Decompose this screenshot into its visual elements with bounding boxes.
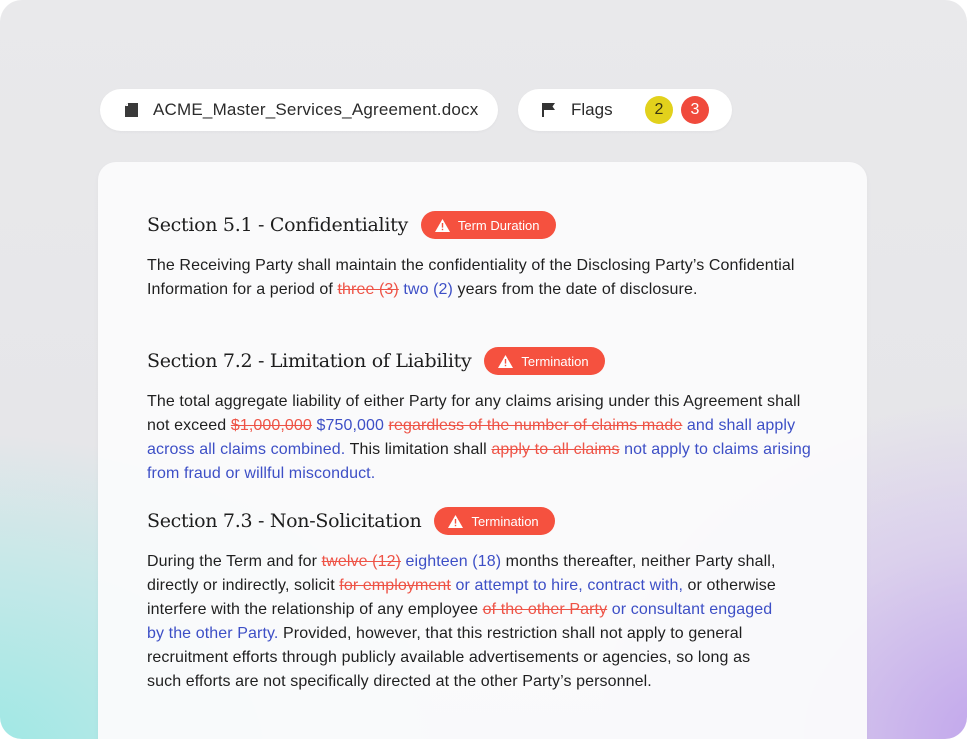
clause-text-run: This limitation shall: [345, 441, 492, 458]
inserted-text: and shall apply across all claims combined.: [147, 417, 796, 458]
issue-tag[interactable]: [434, 507, 554, 535]
warning-icon: [498, 355, 513, 368]
inserted-text: eighteen (18): [405, 553, 502, 570]
inserted-text: not apply to claims arising from fraud or willful misconduct.: [147, 441, 811, 482]
clause-text-run: The Receiving Party shall maintain the confidentiality of the Disclosing Party’s Confidential Information for a period of: [147, 257, 795, 298]
warning-icon: [435, 219, 450, 232]
section-title: Section 7.3 - Non-Solicitation: [147, 510, 422, 532]
inserted-text: $750,000: [316, 417, 384, 434]
issue-tag[interactable]: [484, 347, 604, 375]
deleted-text: regardless of the number of claims made: [388, 417, 683, 434]
file-name: ACME_Master_Services_Agreement.docx: [153, 100, 479, 119]
clause-text-run: The total aggregate liability of either Party for any claims arising under this Agreement shall not exceed: [147, 393, 801, 434]
flags-chip[interactable]: [518, 89, 732, 131]
section-title: Section 5.1 - Confidentiality: [147, 214, 408, 236]
deleted-text: three (3): [337, 281, 399, 298]
deleted-text: for employment: [339, 577, 451, 594]
flag-icon: [542, 103, 556, 117]
clause-text: [147, 550, 787, 694]
deleted-text: apply to all claims: [491, 441, 620, 458]
document-icon: [125, 103, 138, 117]
issue-tag-label: Termination: [521, 353, 589, 369]
clause-text-run: or otherwise interfere with the relationship of any employee: [147, 577, 776, 618]
issue-tag-label: Termination: [471, 513, 539, 529]
warning-count-badge[interactable]: 2: [645, 96, 673, 124]
flags-label: Flags: [571, 100, 613, 119]
clause-text-run: months thereafter, neither Party shall, directly or indirectly, solicit: [147, 553, 776, 594]
deleted-text: twelve (12): [321, 553, 401, 570]
deleted-text: of the other Party: [482, 601, 608, 618]
deleted-text: $1,000,000: [230, 417, 312, 434]
clause-text-run: Provided, however, that this restriction shall not apply to general recruitment efforts through publicly available advertisements or agencies, so long as such efforts are not specifically directed at the other Party’s personnel.: [147, 625, 751, 690]
issue-tag[interactable]: [421, 211, 556, 239]
section-header: [147, 211, 556, 239]
file-chip[interactable]: [100, 89, 498, 131]
section-header: [147, 507, 555, 535]
section-title: Section 7.2 - Limitation of Liability: [147, 350, 472, 372]
clause-text-run: During the Term and for: [147, 553, 322, 570]
warning-icon: [448, 515, 463, 528]
inserted-text: or attempt to hire, contract with,: [455, 577, 684, 594]
inserted-text: or consultant engaged by the other Party.: [147, 601, 773, 642]
clause-text: [147, 390, 812, 486]
issue-tag-label: Term Duration: [457, 217, 540, 233]
document-panel: [98, 162, 867, 739]
clause-text: [147, 254, 827, 302]
clause-text-run: years from the date of disclosure.: [453, 281, 698, 298]
critical-count-badge[interactable]: 3: [681, 96, 709, 124]
section-header: [147, 347, 605, 375]
inserted-text: two (2): [403, 281, 453, 298]
